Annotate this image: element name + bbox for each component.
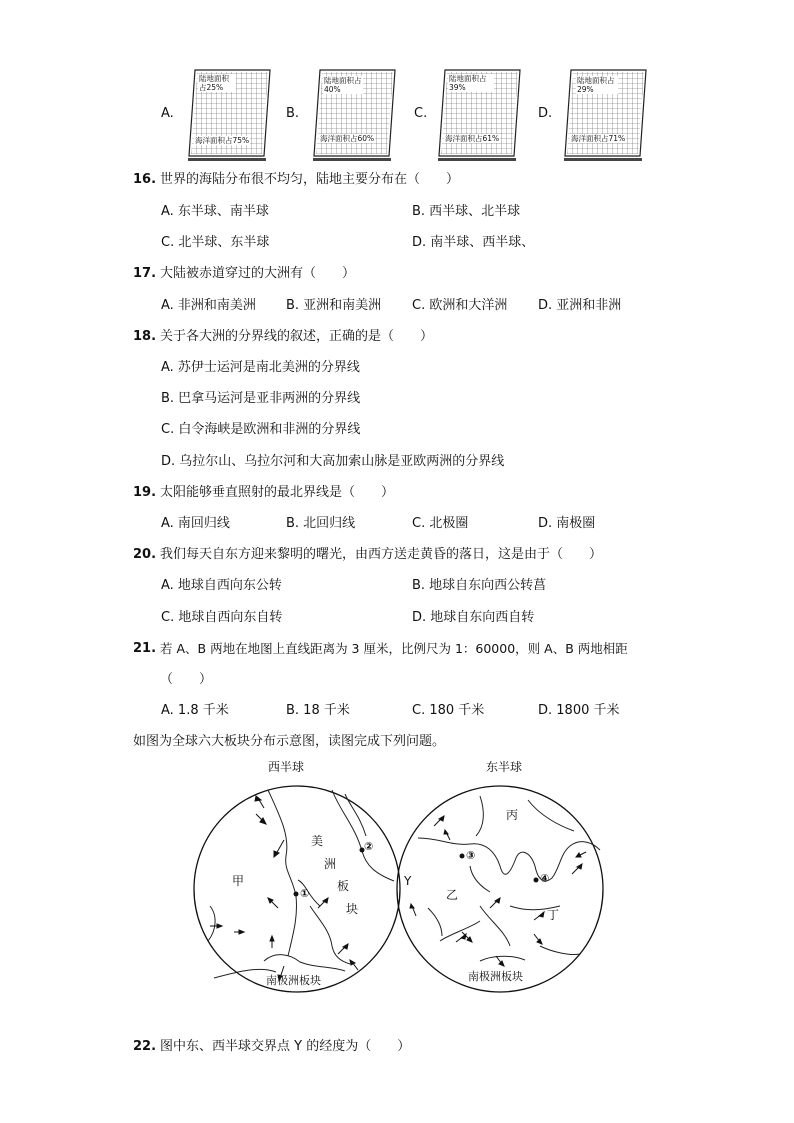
q18-option-c[interactable]: C. 白令海峡是欧洲和非洲的分界线 [161, 422, 361, 437]
q20-option-b[interactable]: B. 地球自东向西公转菖 [412, 578, 547, 593]
q18-stem: 关于各大洲的分界线的叙述，正确的是（ ） [160, 329, 434, 344]
q16-option-a[interactable]: A. 东半球、南半球 [161, 204, 269, 219]
q15-option-c-letter: C. [414, 106, 428, 121]
q18-option-b[interactable]: B. 巴拿马运河是亚非两洲的分界线 [161, 391, 361, 406]
q15-option-a-land: 陆地面积占25% [198, 74, 236, 92]
point-3-label: ③ [466, 849, 476, 862]
point-4-label: ④ [540, 872, 550, 885]
q21-option-d[interactable]: D. 1800 千米 [538, 703, 620, 718]
america-plate-char-3: 板 [337, 879, 350, 893]
map-intro: 如图为全球六大板块分布示意图，读图完成下列问题。 [133, 734, 446, 749]
q21-option-a[interactable]: A. 1.8 千米 [161, 703, 229, 718]
antarctic-plate-west: 南极洲板块 [266, 974, 321, 987]
q19-option-c[interactable]: C. 北极圈 [412, 516, 469, 531]
q19-option-b[interactable]: B. 北回归线 [286, 516, 356, 531]
antarctic-plate-east: 南极洲板块 [468, 970, 523, 983]
q18-option-a[interactable]: A. 苏伊士运河是南北美洲的分界线 [161, 360, 360, 375]
q18-number: 18. [133, 329, 157, 344]
q18-option-d[interactable]: D. 乌拉尔山、乌拉尔河和大高加索山脉是亚欧两洲的分界线 [161, 454, 505, 469]
plate-bing: 丙 [506, 808, 519, 822]
q19-number: 19. [133, 485, 157, 500]
q21-paren: （ ） [160, 672, 213, 687]
q16-number: 16. [133, 172, 157, 187]
q21-number: 21. [133, 641, 157, 656]
q17-stem: 大陆被赤道穿过的大洲有（ ） [160, 266, 356, 281]
plate-jia: 甲 [232, 874, 245, 888]
q15-option-a-grid [186, 68, 260, 156]
plate-yi: 乙 [446, 888, 459, 902]
q19-option-d[interactable]: D. 南极圈 [538, 516, 596, 531]
q21-option-c[interactable]: C. 180 千米 [412, 703, 485, 718]
america-plate-char-2: 洲 [324, 857, 337, 871]
q19-stem: 太阳能够垂直照射的最北界线是（ ） [160, 485, 395, 500]
q15-option-b-letter: B. [286, 106, 300, 121]
q16-option-d[interactable]: D. 南半球、西半球、 [412, 235, 535, 250]
q15-option-a-ocean: 海洋面积占75% [195, 136, 250, 145]
plate-map-svg [180, 756, 620, 1006]
plate-ding: 丁 [547, 908, 560, 922]
q15-option-b-ocean: 海洋面积占60% [320, 134, 375, 143]
america-plate-char-1: 美 [311, 834, 324, 848]
q15-option-c-ocean: 海洋面积占61% [445, 134, 500, 143]
q15-option-d-land: 陆地面积占29% [576, 76, 618, 94]
q20-option-d[interactable]: D. 地球自东向西自转 [412, 610, 535, 625]
america-plate-char-4: 块 [346, 902, 359, 916]
q17-option-d[interactable]: D. 亚洲和非洲 [538, 298, 622, 313]
q15-option-b-grid [311, 68, 385, 156]
q20-option-c[interactable]: C. 地球自西向东自转 [161, 610, 283, 625]
plate-map-figure [180, 756, 620, 1006]
q15-option-a-letter: A. [161, 106, 174, 121]
point-1-label: ① [300, 887, 310, 900]
q16-stem: 世界的海陆分布很不均匀，陆地主要分布在（ ） [160, 172, 460, 187]
west-hemisphere-title: 西半球 [268, 760, 305, 774]
q19-option-a[interactable]: A. 南回归线 [161, 516, 230, 531]
q17-option-c[interactable]: C. 欧洲和大洋洲 [412, 298, 508, 313]
q22-number: 22. [133, 1039, 157, 1054]
q20-number: 20. [133, 547, 157, 562]
q22-stem: 图中东、西半球交界点 Y 的经度为（ ） [160, 1039, 411, 1054]
q15-option-d-grid [562, 68, 636, 156]
q15-option-d-letter: D. [538, 106, 553, 121]
q15-option-d-ocean: 海洋面积占71% [571, 134, 626, 143]
q17-option-b[interactable]: B. 亚洲和南美洲 [286, 298, 382, 313]
q16-option-c[interactable]: C. 北半球、东半球 [161, 235, 270, 250]
q21-stem: 若 A、B 两地在地图上直线距离为 3 厘米，比例尺为 1：60000，则 A、B 两地相距 [160, 641, 628, 656]
q15-option-c-land: 陆地面积占39% [448, 74, 494, 92]
q20-option-a[interactable]: A. 地球自西向东公转 [161, 578, 282, 593]
q17-number: 17. [133, 266, 157, 281]
q20-stem: 我们每天自东方迎来黎明的曙光，由西方送走黄昏的落日，这是由于（ ） [160, 547, 603, 562]
q15-option-c-grid [436, 68, 510, 156]
q15-option-b-land: 陆地面积占40% [324, 76, 362, 94]
point-2-label: ② [364, 840, 374, 853]
q17-option-a[interactable]: A. 非洲和南美洲 [161, 298, 256, 313]
q16-option-b[interactable]: B. 西半球、北半球 [412, 204, 521, 219]
east-hemisphere-title: 东半球 [486, 760, 523, 774]
point-y-label: Y [404, 874, 412, 888]
q21-option-b[interactable]: B. 18 千米 [286, 703, 350, 718]
